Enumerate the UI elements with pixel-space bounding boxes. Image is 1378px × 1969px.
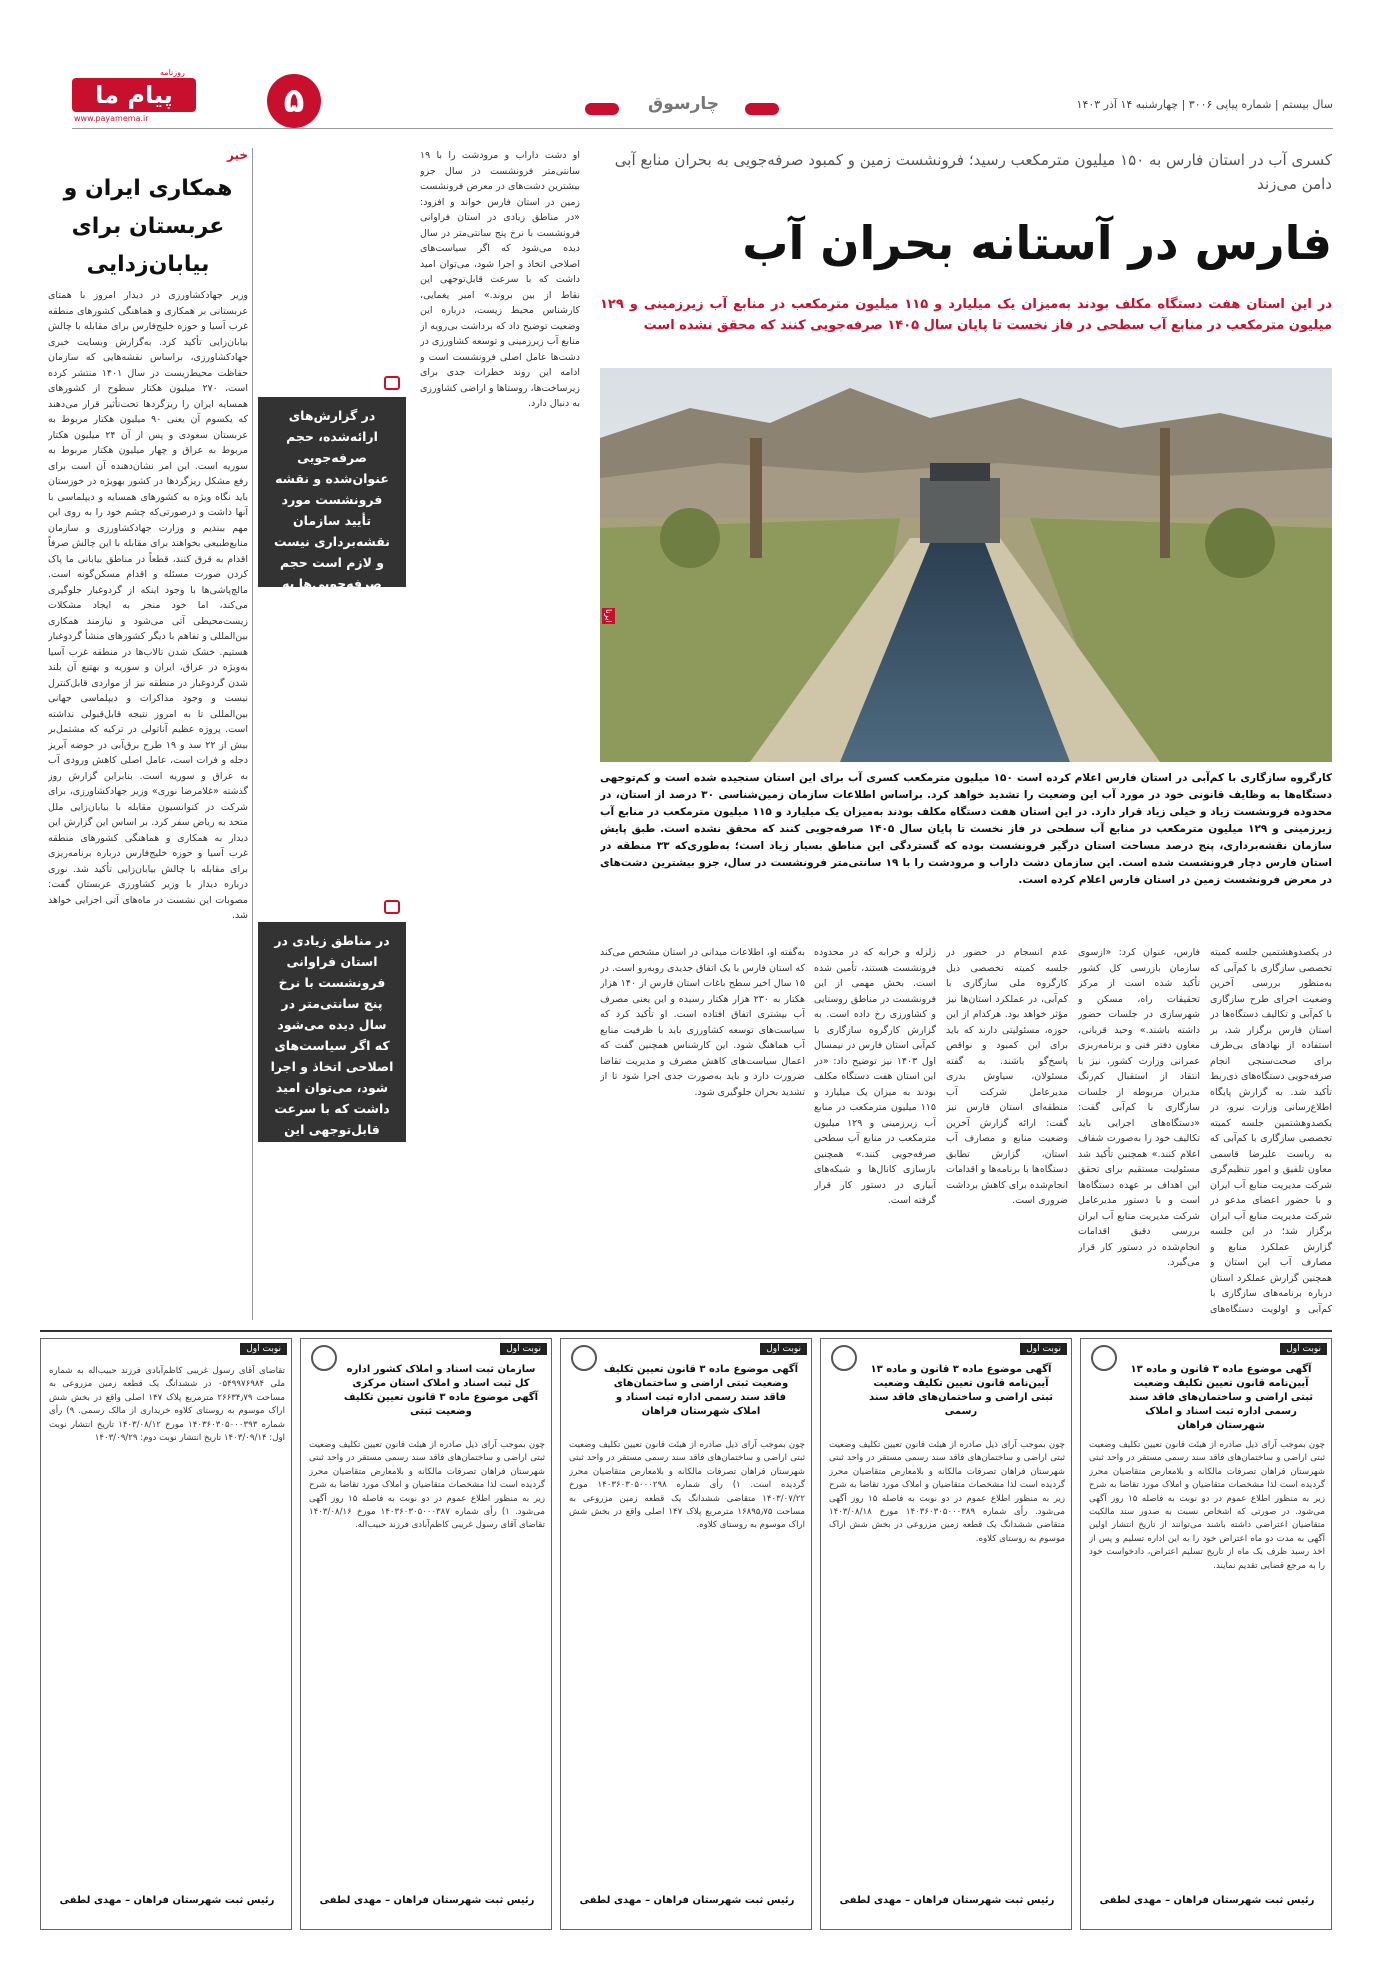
notice-1 [1080,1338,1332,1930]
notice-footer: رئیس ثبت شهرستان فراهان – مهدی لطفی [319,1895,535,1906]
notice-footer: رئیس ثبت شهرستان فراهان – مهدی لطفی [839,1895,1055,1906]
notice-5 [40,1338,292,1930]
body-column-3: عدم انسجام در حضور در جلسه کمیته تخصصی ذیل کارگروه ملی سازگاری با کم‌آبی، در عملکرد استان‌ها نیز مؤثر خواهد بود. هرکدام از این حوزه، مسئولیتی دارند که باید برای این کمبود و نواقص پاسخ‌گو باشند. به گفته مسئولان، سیاوش بدری مدیرعامل شرکت آب منطقه‌ای استان فارس نیز گفت: ارائه گزارش آخرین وضعیت منابع و مصارف آب استان، گزارش تطابق دستگاه‌ها با برنامه‌ها و اقدامات انجام‌شده برای کاهش برداشت ضروری است. [946,947,1068,1206]
notice-body: چون بموجب آرای ذیل صادره از هیئت قانون تعیین تکلیف وضعیت ثبتی اراضی و ساختمان‌های فاقد سند رسمی مستقر در واحد ثبتی شهرستان فراهان تصرفات مالکانه و بلامعارض متقاضیان محرز گردیده است لذا مشخصات متقاضیان و املاک مورد تقاضا به شرح زیر به منظور اطلاع عموم در دو نوبت به فاصله ۱۵ روز آگهی می‌شود. ۱) رأی شماره ۱۴۰۳۶۰۳۰۵۰۰۰۳۸۷ مورخ ۱۴۰۳/۰۸/۱۶ تقاضای آقای رسول غریبی کاظم‌آبادی فرزند حبیب‌اله. [309,1440,545,1531]
emblem-icon [1091,1345,1117,1371]
page-number: ۵ [283,81,305,121]
pull-quote-2: در مناطق زیادی در استان فراوانی فرونشست با نرخ پنج سانتی‌متر در سال دیده می‌شود که اگر سیاست‌های اصلاحی اتخاذ و اجرا شود، می‌توان امید داشت که با سرعت قابل‌توجهی این نقاط از بین بروند [258,922,406,1142]
section-pill-right [745,103,779,115]
notice-title: آگهی موضوع ماده ۳ قانون و ماده ۱۳ آیین‌نامه قانون تعیین تکلیف وضعیت ثبتی اراضی و ساختمان‌های فاقد سند رسمی اداره ثبت اسناد و املاک شهرستان فراهان [1128,1364,1314,1431]
notice-body: چون بموجب آرای ذیل صادره از هیئت قانون تعیین تکلیف وضعیت ثبتی اراضی و ساختمان‌های فاقد سند رسمی مستقر در واحد ثبتی شهرستان فراهان تصرفات مالکانه و بلامعارض متقاضیان محرز گردیده است لذا مشخصات متقاضیان و املاک مورد تقاضا به شرح زیر به منظور اطلاع عموم در دو نوبت به فاصله ۱۵ روز آگهی می‌شود. رأی شماره ۱۴۰۳۶۰۳۰۵۰۰۰۳۸۹ مورخ ۱۴۰۳/۰۸/۱۸ متقاضی ششدانگ یک قطعه زمین مزروعی در بخش شش اراک موسوم به روستای کلاوه. [829,1440,1065,1544]
notice-4 [300,1338,552,1930]
article-kicker: کسری آب در استان فارس به ۱۵۰ میلیون مترمکعب رسید؛ فرونشست زمین و کمبود صرفه‌جویی به بحران منابع آبی دامن می‌زند [614,151,1332,193]
body-column-1: در یکصدوهشتمین جلسه کمیته تخصصی سازگاری با کم‌آبی که به‌منظور بررسی آخرین وضعیت اجرای طرح سازگاری با کم‌آبی و تکالیف دستگاه‌ها در استان فارس برگزار شد، بر استفاده از نهادهای بی‌طرف برای صحت‌سنجی انجام صرفه‌جویی دستگاه‌های ذی‌ربط تأکید شد. به گزارش پایگاه اطلاع‌رسانی وزارت نیرو، در یکصدوهشتمین جلسه کمیته تخصصی سازگاری با کم‌آبی که به ریاست علیرضا قاسمی معاون تلفیق و امور تنظیم‌گری شرکت مدیریت منابع آب ایران و با حضور اعضای مدعو در شرکت مدیریت منابع آب ایران برگزار شد؛ در این جلسه گزارش عملکرد منابع و مصارف آب این استان و همچنین گزارش عملکرد استان درباره برنامه‌های سازگاری با کم‌آبی و اولویت دستگاه‌های [1210,947,1332,1315]
date-label: چهارشنبه ۱۴ آذر ۱۴۰۳ [1076,98,1179,111]
body-column-2: فارس، عنوان کرد: «ازسوی سازمان بازرسی کل کشور تأکید شده است از مرکز تحقیقات راه، مسکن و شهرسازی در جلسات حضور داشته باشند.» وحید قربانی، معاون دفتر فنی و برنامه‌ریزی عمرانی وزارت کشور، نیز با انتقاد از استقبال کم‌رنگ مدیران مربوطه از جلسات سازگاری با کم‌آبی گفت: «دستگاه‌های اجرایی باید تکالیف خود را به‌صورت شفاف اعلام کنند.» همچنین تأکید شد مسئولیت مستقیم برای تحقق این اهداف بر عهده دستگاه‌ها است و با دستور مدیرعامل شرکت مدیریت منابع آب ایران بررسی دقیق اقدامات انجام‌شده در دستور کار قرار می‌گیرد. [1078,947,1200,1268]
section-pill-left [585,103,619,115]
body-column-6: به‌گفته او، اطلاعات میدانی در استان مشخص می‌کند که استان فارس با یک اتفاق جدیدی روبه‌رو است. در ۱۵ سال اخیر سطح باغات استان فارس از ۱۴۰ هزار هکتار به ۲۳۰ هزار هکتار رسیده و این یعنی مصرف آب بیشتری اتفاق افتاده است. او تأکید کرد که سیاست‌های توسعه کشاورزی باید با ظرفیت منابع آب هماهنگ شود. این کارشناس همچنین گفت که اعمال سیاست‌های کاهش مصرف و مدیریت تقاضا ضرورت دارد و باید به‌صورت جدی اجرا شود تا از تشدید بحران جلوگیری شود. [600,947,805,1098]
body-column-4: زلزله و خرابه که در محدوده فرونشست هستند، تأمین شده است. بخش مهمی از این فرونشست در مناطق روستایی و کشاورزی رخ داده است. به گزارش کارگروه سازگاری با کم‌آبی استان فارس در نیمسال اول ۱۴۰۳ نیز توضیح داد: «در این استان هفت دستگاه مکلف بودند به میزان یک میلیارد و ۱۱۵ میلیون مترمکعب در منابع آب زیرزمینی و ۱۲۹ میلیون مترمکعب در منابع آب سطحی صرفه‌جویی کنند.» همچنین بازسازی کانال‌ها و شبکه‌های آبیاری در دستور کار قرار گرفته است. [814,947,936,1206]
canal-photo [600,368,1332,762]
year-label: سال بیستم [1282,98,1333,111]
article-photo [600,368,1332,762]
notice-footer: رئیس ثبت شهرستان فراهان – مهدی لطفی [1099,1895,1315,1906]
notice-tag: نوبت اول [1020,1343,1067,1355]
header-divider [72,128,1333,129]
emblem-icon [311,1345,337,1371]
sidebar-body: وزیر جهادکشاورزی در دیدار امروز با همتای عربستانی بر همکاری و هماهنگی کشورهای منطقه غرب آسیا و حوزه خلیج‌فارس برای مقابله با چالش بیابان‌زایی تأکید کرد. به‌گزارش وبسایت خبری جهادکشاورزی، براساس نقشه‌هایی که سازمان حفاظت محیط‌زیست در سال ۱۴۰۱ منتشر کرده است، ۲۷۰ میلیون هکتار سطوح از کشورهای همسایه ایران را ریزگردها تحت‌تأثیر قرار می‌دهند که یکسوم آن یعنی ۹۰ میلیون هکتار مربوط به عربستان سعودی و پس از آن ۲۴ میلیون هکتار مربوط به عراق و چهار میلیون هکتار مربوط به سوریه است. این امر نشان‌دهنده آن است برای رفع مشکل ریزگردها در کشور بهویژه در خوزستان باید نگاه ویژه به کشورهای همسایه و دیپلماسی با آنها داشت و درصورتی‌که چشم خود را به روی این مهم ببندیم و وزارت جهادکشاورزی و سازمان منابع‌طبیعی بخواهند برای مقابله با این چالش صرفاً اقدام به قرق کنند، قطعاً در مناطق بیابانی ما پاک کردن صورت مسئله و اقدام مسکن‌گونه است. مالچ‌پاشی‌ها با وجود اینکه از گردوغبار جلوگیری می‌کند، اما خود منجر به ایجاد مشکلات زیست‌محیطی آتی می‌شود و نیازمند همکاری بین‌المللی و تفاهم با دیگر کشورهای منشأ گردوغبار هستیم. خشک شدن تالاب‌ها در منطقه غرب آسیا به‌ویژه در عراق، ایران و سوریه و بهتبع آن بلند شدن گردوغبار در منطقه نیز از مواردی قابل‌کنترل نیست و وجود مذاکرات و دیپلماسی جهانی بین‌المللی تا به امروز نتیجه قابل‌قبولی نداشته است. پروژه عظیم آناتولی در ترکیه که مشتمل‌بر بیش از ۲۲ سد و ۱۹ طرح برق‌آبی در حوضه آبریز دجله و فرات است، عامل اصلی کاهش ورودی آب به عراق و سوریه است. بنابراین گزارش روز گذشته «غلامرضا نوری» وزیر جهادکشاورزی، برای شرکت در کنوانسیون مقابله با بیابان‌زایی ملل متحد به ریاض سفر کرد. بر اساس این گزارش این دیدار به همکاری و هماهنگی کشورهای منطقه غرب آسیا و حوزه خلیج‌فارس درباره برنامه‌ریزی برای مقابله با چالش بیابان‌زایی تأکید شد. نوری درباره دیدار با وزیر کشاورزی عربستان گفت: مصوبات این نشست در ماه‌های آتی اجرایی خواهد شد. [48,290,248,921]
notice-body: چون بموجب آرای ذیل صادره از هیئت قانون تعیین تکلیف وضعیت ثبتی اراضی و ساختمان‌های فاقد سند رسمی مستقر در واحد ثبتی شهرستان فراهان تصرفات مالکانه و بلامعارض متقاضیان محرز گردیده است. ۱) رأی شماره ۱۴۰۳۶۰۳۰۵۰۰۰۲۹۸ مورخ ۱۴۰۳/۰۷/۲۲ متقاضی ششدانگ یک قطعه زمین مزروعی به مساحت ۱۶۸۹۵٫۷۵ مترمربع پلاک ۱۴۷ اصلی واقع در بخش شش اراک موسوم به روستای کلاوه. [569,1440,805,1531]
notice-footer: رئیس ثبت شهرستان فراهان – مهدی لطفی [59,1895,275,1906]
article-lead: در این استان هفت دستگاه مکلف بودند به‌میزان یک میلیارد و ۱۱۵ میلیون مترمکعب در منابع آب زیرزمینی و ۱۲۹ میلیون مترمکعب در منابع آب سطحی در فاز نخست تا پایان سال ۱۴۰۵ صرفه‌جویی کنند که محقق نشده است [600,297,1333,333]
notice-tag: نوبت اول [760,1343,807,1355]
logo-mark: پیام ما [72,78,196,112]
sidebar-title: همکاری ایران و عربستان برای بیابان‌زدایی [63,176,233,277]
issue-label: شماره پیاپی ۳۰۰۶ [1188,98,1272,111]
notice-2 [820,1338,1072,1930]
emblem-icon [571,1345,597,1371]
sidebar-box [40,148,248,1320]
logo-small-text: روزنامه [160,68,185,77]
emblem-icon [831,1345,857,1371]
section-name: چارسوق [648,94,719,114]
notice-tag: نوبت اول [1280,1343,1327,1355]
quote-icon-1 [384,376,400,390]
article-intro: کارگروه سازگاری با کم‌آبی در استان فارس اعلام کرده است ۱۵۰ میلیون مترمکعب کسری آب برای این استان سنجیده شده است و کم‌توجهی دستگاه‌ها به وظایف قانونی خود در مورد آب این وضعیت را تشدید خواهد کرد. براساس اطلاعات سازمان زمین‌شناسی ۳۰ درصد از استان، در محدوده فرونشست زیاد و خیلی زیاد قرار دارد. در این استان هفت دستگاه مکلف بودند به‌میزان یک میلیارد و ۱۱۵ میلیون مترمکعب در منابع آب زیرزمینی و ۱۲۹ میلیون مترمکعب در منابع آب سطحی در فاز نخست تا پایان سال ۱۴۰۵ صرفه‌جویی کنند که محقق نشده است. طبق پایش سازمان نقشه‌برداری، پنج درصد مساحت استان درگیر فرونشست بوده که گستردگی این مناطق بسیار زیاد است؛ به‌طوری‌که ۳۳ منطقه در استان فارس دچار فرونشست شده است. این سازمان دشت داراب و مرودشت را با ۱۹ سانتی‌متر فرونشست در سال، جزو بیشترین دشت‌های در معرض فرونشست زمین در استان فارس اعلام کرده است. [600,772,1332,886]
sidebar-divider [252,148,253,1320]
notice-tag: نوبت اول [240,1343,287,1355]
notice-title: سازمان ثبت اسناد و املاک کشور اداره کل ثبت اسناد و املاک استان مرکزی آگهی موضوع ماده ۳ قانون تعیین تکلیف وضعیت ثبتی [343,1364,539,1417]
notice-body: تقاضای آقای رسول غریبی کاظم‌آبادی فرزند حبیب‌اله به شماره ملی ۰۵۴۹۹۷۶۹۸۴ در ششدانگ یک قطعه زمین مزروعی به مساحت ۲۶۶۳۴٫۷۹ مترمربع پلاک ۱۴۷ اصلی واقع در بخش شش اراک موسوم به روستای کلاوه خریداری از مالک رسمی. ۹) رأی شماره ۱۴۰۳۶۰۳۰۵۰۰۰۳۹۳ مورخ ۱۴۰۳/۰۸/۱۲ تاریخ انتشار نوبت اول: ۱۴۰۳/۰۹/۱۴ تاریخ انتشار نوبت دوم: ۱۴۰۳/۰۹/۲۹ [49,1366,285,1444]
article-title: فارس در آستانه بحران آب [742,216,1332,270]
notice-3 [560,1338,812,1930]
masthead [0,0,1378,130]
notice-title: آگهی موضوع ماده ۳ قانون تعیین تکلیف وضعیت ثبتی اراضی و ساختمان‌های فاقد سند رسمی اداره ثبت اسناد و املاک شهرستان فراهان [603,1364,799,1417]
body-column-5: او دشت داراب و مرودشت را با ۱۹ سانتی‌متر فرونشست در سال جزو بیشترین دشت‌های در معرض فرونشست زمین در استان فارس خواند و افزود: «در مناطق زیادی در استان فراوانی فرونشست با نرخ پنج سانتی‌متر در سال دیده می‌شود که اگر سیاست‌های اصلاحی اتخاذ و اجرا شود، می‌توان امید داشت که با سرعت قابل‌توجهی این نقاط از بین بروند.» امیر یغمایی، کارشناس محیط زیست، درباره این وضعیت توضیح داد که برداشت بی‌رویه از منابع آب زیرزمینی و توسعه کشاورزی در دشت‌ها عامل اصلی فرونشست است و ادامه این روند خطرات جدی برای زیرساخت‌ها، روستاها و اراضی کشاورزی به دنبال دارد. [420,150,580,409]
pull-quote-1: در گزارش‌های ارائه‌شده، حجم صرفه‌جویی عنوان‌شده و نقشه فرونشست مورد تأیید سازمان نقشه‌برداری نیست و لازم است حجم صرفه‌جویی‌ها به تفکیک مناطق فرونشست در گزارش کارگروه‌ها استفاده شود [258,397,406,587]
notice-title: آگهی موضوع ماده ۳ قانون و ماده ۱۳ آیین‌نامه قانون تعیین تکلیف وضعیت ثبتی اراضی و ساختمان‌های فاقد سند رسمی [868,1364,1054,1417]
photo-credit: ایرنا [604,609,613,623]
sidebar-label: خبر [226,148,248,162]
issue-info: سال بیستم | شماره پیاپی ۳۰۰۶ | چهارشنبه ۱۴ آذر ۱۴۰۳ [1076,98,1333,111]
notice-body: چون بموجب آرای ذیل صادره از هیئت قانون تعیین تکلیف وضعیت ثبتی اراضی و ساختمان‌های فاقد سند رسمی مستقر در واحد ثبتی شهرستان فراهان تصرفات مالکانه و بلامعارض متقاضیان محرز گردیده است لذا مشخصات متقاضیان و املاک مورد تقاضا به شرح زیر به منظور اطلاع عموم در دو نوبت به فاصله ۱۵ روز آگهی می‌شود. در صورتی که اشخاص نسبت به صدور سند مالکیت متقاضیان اعتراضی داشته باشند می‌توانند از تاریخ انتشار اولین آگهی به مدت دو ماه اعتراض خود را به این اداره تسلیم و پس از اخذ رسید ظرف یک ماه از تاریخ تسلیم اعتراض، دادخواست خود را به مرجع قضایی تقدیم نمایند. [1089,1440,1325,1571]
notice-tag: نوبت اول [500,1343,547,1355]
newspaper-logo [72,68,196,124]
logo-url: www.payamema.ir [74,114,149,123]
ads-divider [40,1330,1332,1332]
notice-footer: رئیس ثبت شهرستان فراهان – مهدی لطفی [579,1895,795,1906]
quote-icon-2 [384,900,400,914]
